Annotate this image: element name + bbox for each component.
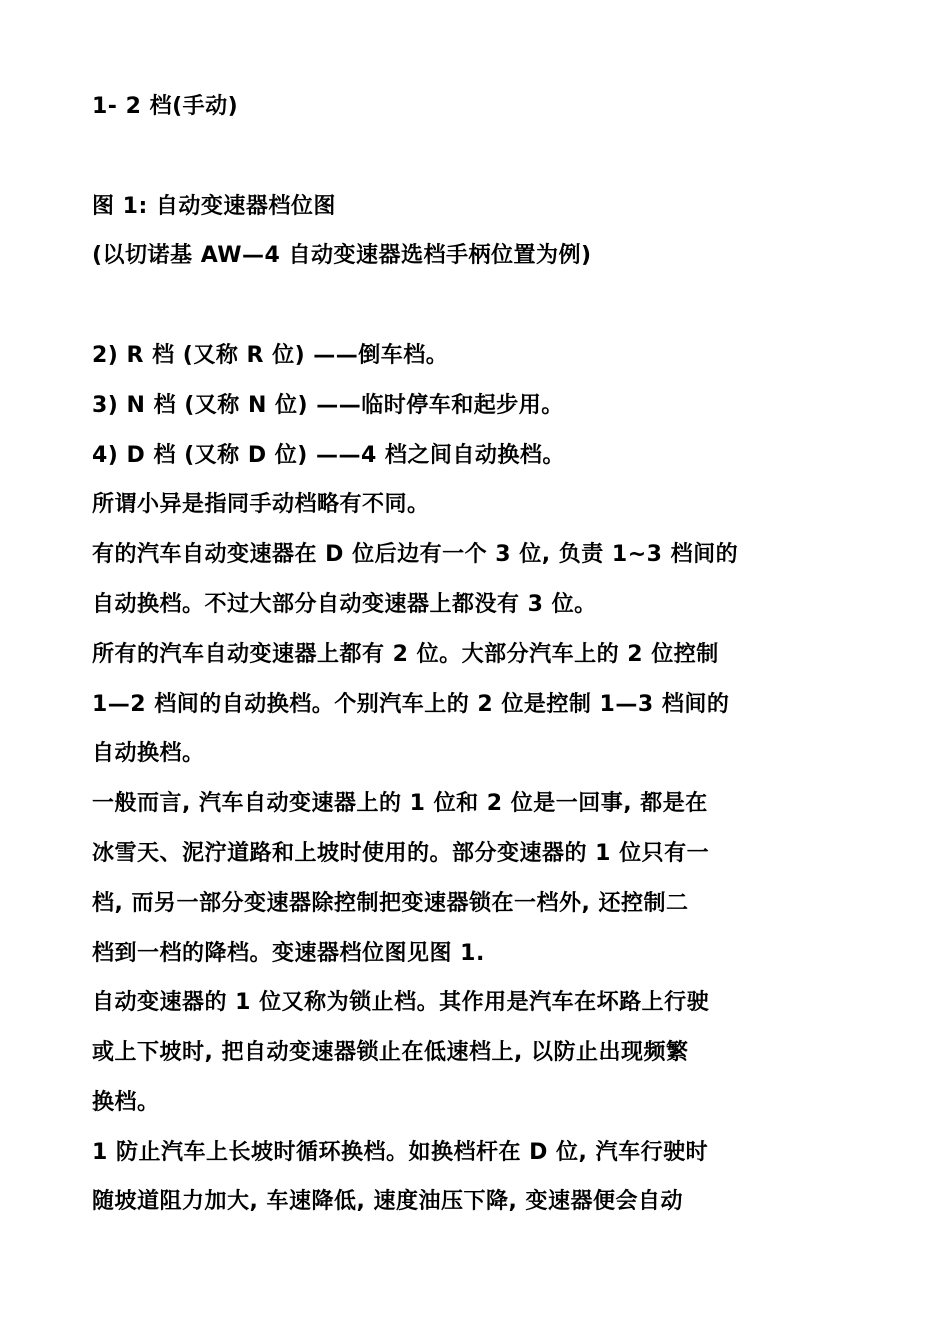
figure-note: (以切诺基 AW—4 自动变速器选档手柄位置为例) xyxy=(92,243,592,268)
body-line: 或上下坡时, 把自动变速器锁止在低速档上, 以防止出现频繁 xyxy=(92,1040,689,1065)
list-item: 3) N 档 (又称 N 位) ——临时停车和起步用。 xyxy=(92,393,564,418)
body-line: 自动变速器的 1 位又称为锁止档。其作用是汽车在坏路上行驶 xyxy=(92,990,710,1015)
body-line: 冰雪天、泥泞道路和上坡时使用的。部分变速器的 1 位只有一 xyxy=(92,841,710,866)
list-item: 4) D 档 (又称 D 位) ——4 档之间自动换档。 xyxy=(92,443,565,468)
body-line: 自动换档。 xyxy=(92,741,205,766)
body-line: 所谓小异是指同手动档略有不同。 xyxy=(92,492,430,517)
body-line: 换档。 xyxy=(92,1090,160,1115)
body-line: 自动换档。不过大部分自动变速器上都没有 3 位。 xyxy=(92,592,597,617)
body-line: 有的汽车自动变速器在 D 位后边有一个 3 位, 负责 1~3 档间的 xyxy=(92,542,739,567)
body-line: 1—2 档间的自动换档。个别汽车上的 2 位是控制 1—3 档间的 xyxy=(92,692,730,717)
list-item: 2) R 档 (又称 R 位) ——倒车档。 xyxy=(92,343,449,368)
body-line: 所有的汽车自动变速器上都有 2 位。大部分汽车上的 2 位控制 xyxy=(92,642,719,667)
body-line: 一般而言, 汽车自动变速器上的 1 位和 2 位是一回事, 都是在 xyxy=(92,791,708,816)
body-line: 档到一档的降档。变速器档位图见图 1. xyxy=(92,941,485,966)
figure-caption: 图 1: 自动变速器档位图 xyxy=(92,194,336,219)
body-line: 1 防止汽车上长坡时循环换档。如换档杆在 D 位, 汽车行驶时 xyxy=(92,1140,709,1165)
body-line: 随坡道阻力加大, 车速降低, 速度油压下降, 变速器便会自动 xyxy=(92,1189,684,1214)
body-line: 档, 而另一部分变速器除控制把变速器锁在一档外, 还控制二 xyxy=(92,891,689,916)
heading: 1- 2 档(手动) xyxy=(92,94,239,119)
